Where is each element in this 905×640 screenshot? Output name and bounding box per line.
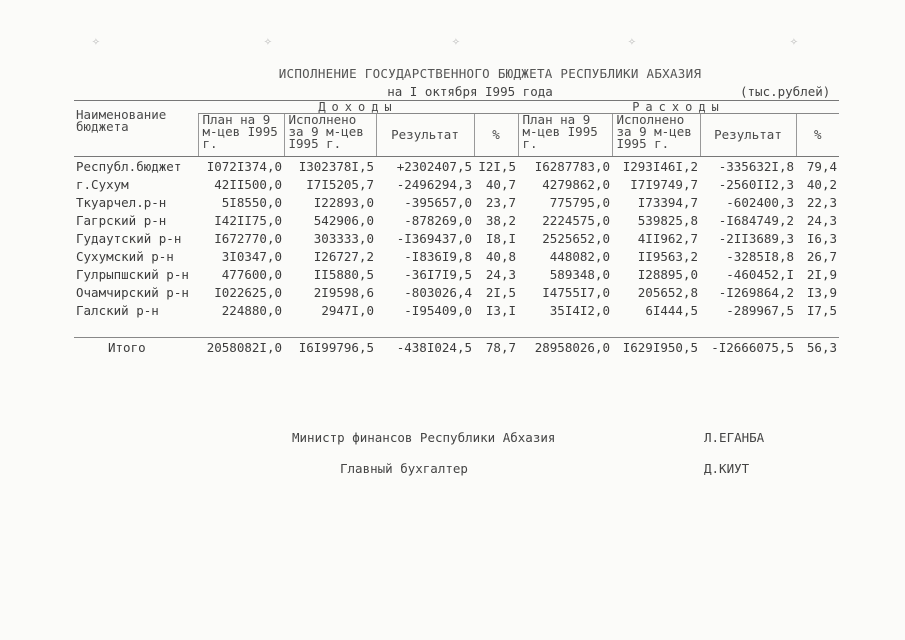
row-income-plan: I42II75,0	[214, 212, 282, 228]
punch-hole-mark: ✧	[628, 34, 636, 49]
accountant-role: Главный бухгалтер	[340, 461, 468, 476]
total-income-plan: 2058082I,0	[206, 339, 282, 355]
row-income-result: -878269,0	[404, 212, 472, 228]
row-income-result: -36I7I9,5	[404, 266, 472, 282]
row-expense-percent: 2I,9	[806, 266, 837, 282]
row-expense-result: -460452,I	[726, 266, 794, 282]
table-divider	[74, 319, 839, 338]
row-expense-done: II9563,2	[637, 248, 698, 264]
row-expense-percent: I6,3	[806, 230, 837, 246]
row-income-percent: I3,I	[485, 302, 516, 318]
row-income-percent: 23,7	[485, 194, 516, 210]
row-name: г.Сухум	[76, 176, 129, 192]
row-income-plan: I072I374,0	[206, 158, 282, 174]
table-row	[74, 283, 839, 301]
row-income-result: -I95409,0	[404, 302, 472, 318]
minister-name: Л.ЕГАНБА	[704, 430, 765, 445]
row-expense-plan: 775795,0	[549, 194, 610, 210]
total-label: Итого	[108, 339, 146, 355]
row-expense-done: 205652,8	[637, 284, 698, 300]
row-income-done: I26727,2	[313, 248, 374, 264]
row-expense-plan: I4755I7,0	[542, 284, 610, 300]
row-income-plan: 3I0347,0	[221, 248, 282, 264]
row-income-plan: 42II500,0	[214, 176, 282, 192]
row-income-percent: 38,2	[485, 212, 516, 228]
row-expense-done: 539825,8	[637, 212, 698, 228]
header-income-percent: %	[474, 114, 518, 157]
row-income-done: 2947I,0	[321, 302, 374, 318]
header-expense-result: Результат	[700, 114, 796, 157]
total-income-result: -438I024,5	[396, 339, 472, 355]
total-expense-percent: 56,3	[806, 339, 837, 355]
row-income-percent: I2I,5	[478, 158, 516, 174]
table-row	[74, 175, 839, 193]
row-expense-percent: I3,9	[806, 284, 837, 300]
row-income-percent: 2I,5	[485, 284, 516, 300]
row-income-done: I22893,0	[313, 194, 374, 210]
header-expense-percent: %	[796, 114, 839, 157]
punch-hole-mark: ✧	[92, 34, 100, 49]
row-expense-plan: 2525652,0	[542, 230, 610, 246]
row-expense-percent: 79,4	[806, 158, 837, 174]
row-expense-plan: 589348,0	[549, 266, 610, 282]
punch-hole-mark: ✧	[264, 34, 272, 49]
row-name: Республ.бюджет	[76, 158, 182, 174]
row-expense-result: -2II3689,3	[718, 230, 794, 246]
row-name: Галский р-н	[76, 302, 159, 318]
row-expense-result: -289967,5	[726, 302, 794, 318]
row-name: Ткуарчел.р-н	[76, 194, 167, 210]
total-income-percent: 78,7	[485, 339, 516, 355]
row-income-percent: 40,8	[485, 248, 516, 264]
row-income-result: -2496294,3	[396, 176, 472, 192]
header-name: Наименование бюджета	[74, 101, 198, 157]
row-expense-plan: 4279862,0	[542, 176, 610, 192]
row-income-done: 303333,0	[313, 230, 374, 246]
row-expense-done: I73394,7	[637, 194, 698, 210]
row-expense-done: 6I444,5	[645, 302, 698, 318]
row-expense-result: -I684749,2	[718, 212, 794, 228]
budget-table	[74, 100, 839, 356]
row-expense-percent: 40,2	[806, 176, 837, 192]
table-row	[74, 265, 839, 283]
header-income-plan: План на 9 м-цев I995 г.	[198, 114, 284, 157]
row-income-plan: I672770,0	[214, 230, 282, 246]
row-expense-plan: I6287783,0	[534, 158, 610, 174]
row-expense-plan: 448082,0	[549, 248, 610, 264]
row-income-plan: 477600,0	[221, 266, 282, 282]
header-income-done: Исполнено за 9 м-цев I995 г.	[284, 114, 376, 157]
document-title: ИСПОЛНЕНИЕ ГОСУДАРСТВЕННОГО БЮДЖЕТА РЕСПУБЛИКИ АБХАЗИЯ	[278, 66, 702, 81]
row-income-result: -I369437,0	[396, 230, 472, 246]
header-expense-done: Исполнено за 9 м-цев I995 г.	[612, 114, 700, 157]
total-expense-done: I629I950,5	[622, 339, 698, 355]
total-row	[74, 338, 839, 357]
row-expense-done: I7I9749,7	[630, 176, 698, 192]
punch-hole-mark: ✧	[790, 34, 798, 49]
punch-hole-mark: ✧	[452, 34, 460, 49]
row-expense-result: -335632I,8	[718, 158, 794, 174]
row-name: Гудаутский р-н	[76, 230, 182, 246]
row-name: Сухумский р-н	[76, 248, 174, 264]
total-income-done: I6I99796,5	[298, 339, 374, 355]
row-income-percent: 24,3	[485, 266, 516, 282]
row-income-result: -I836I9,8	[404, 248, 472, 264]
row-income-plan: I022625,0	[214, 284, 282, 300]
accountant-name: Д.КИУТ	[704, 461, 750, 476]
table-row	[74, 211, 839, 229]
minister-role: Министр финансов Республики Абхазия	[292, 430, 556, 445]
header-income-result: Результат	[376, 114, 474, 157]
row-income-done: 542906,0	[313, 212, 374, 228]
row-expense-plan: 2224575,0	[542, 212, 610, 228]
row-expense-percent: 24,3	[806, 212, 837, 228]
row-expense-percent: I7,5	[806, 302, 837, 318]
header-expense-plan: План на 9 м-цев I995 г.	[518, 114, 612, 157]
table-row	[74, 193, 839, 211]
row-income-percent: I8,I	[485, 230, 516, 246]
units-label: (тыс.рублей)	[740, 84, 831, 99]
row-income-done: I7I5205,7	[306, 176, 374, 192]
header-income-group: Доходы	[198, 101, 518, 114]
row-income-plan: 5I8550,0	[221, 194, 282, 210]
row-income-plan: 224880,0	[221, 302, 282, 318]
document-date: на I октября I995 года	[387, 84, 553, 99]
total-expense-result: -I2666075,5	[711, 339, 794, 355]
table-row	[74, 247, 839, 265]
divider-line	[74, 319, 839, 338]
row-expense-result: -602400,3	[726, 194, 794, 210]
row-name: Гагрский р-н	[76, 212, 167, 228]
table-row	[74, 301, 839, 319]
total-expense-plan: 28958026,0	[534, 339, 610, 355]
row-income-done: 2I9598,6	[313, 284, 374, 300]
row-expense-result: -2560II2,3	[718, 176, 794, 192]
row-income-result: -395657,0	[404, 194, 472, 210]
row-expense-percent: 22,3	[806, 194, 837, 210]
header-expense-group: Расходы	[518, 101, 839, 114]
row-name: Очамчирский р-н	[76, 284, 189, 300]
row-expense-done: I28895,0	[637, 266, 698, 282]
row-income-done: II5880,5	[313, 266, 374, 282]
table-row	[74, 229, 839, 247]
row-expense-plan: 35I4I2,0	[549, 302, 610, 318]
row-income-percent: 40,7	[485, 176, 516, 192]
row-expense-done: 4II962,7	[637, 230, 698, 246]
table-row	[74, 157, 839, 176]
row-expense-result: -3285I8,8	[726, 248, 794, 264]
row-income-result: +2302407,5	[396, 158, 472, 174]
row-expense-percent: 26,7	[806, 248, 837, 264]
row-expense-done: I293I46I,2	[622, 158, 698, 174]
row-income-done: I302378I,5	[298, 158, 374, 174]
row-income-result: -803026,4	[404, 284, 472, 300]
row-expense-result: -I269864,2	[718, 284, 794, 300]
row-name: Гулрыпшский р-н	[76, 266, 189, 282]
